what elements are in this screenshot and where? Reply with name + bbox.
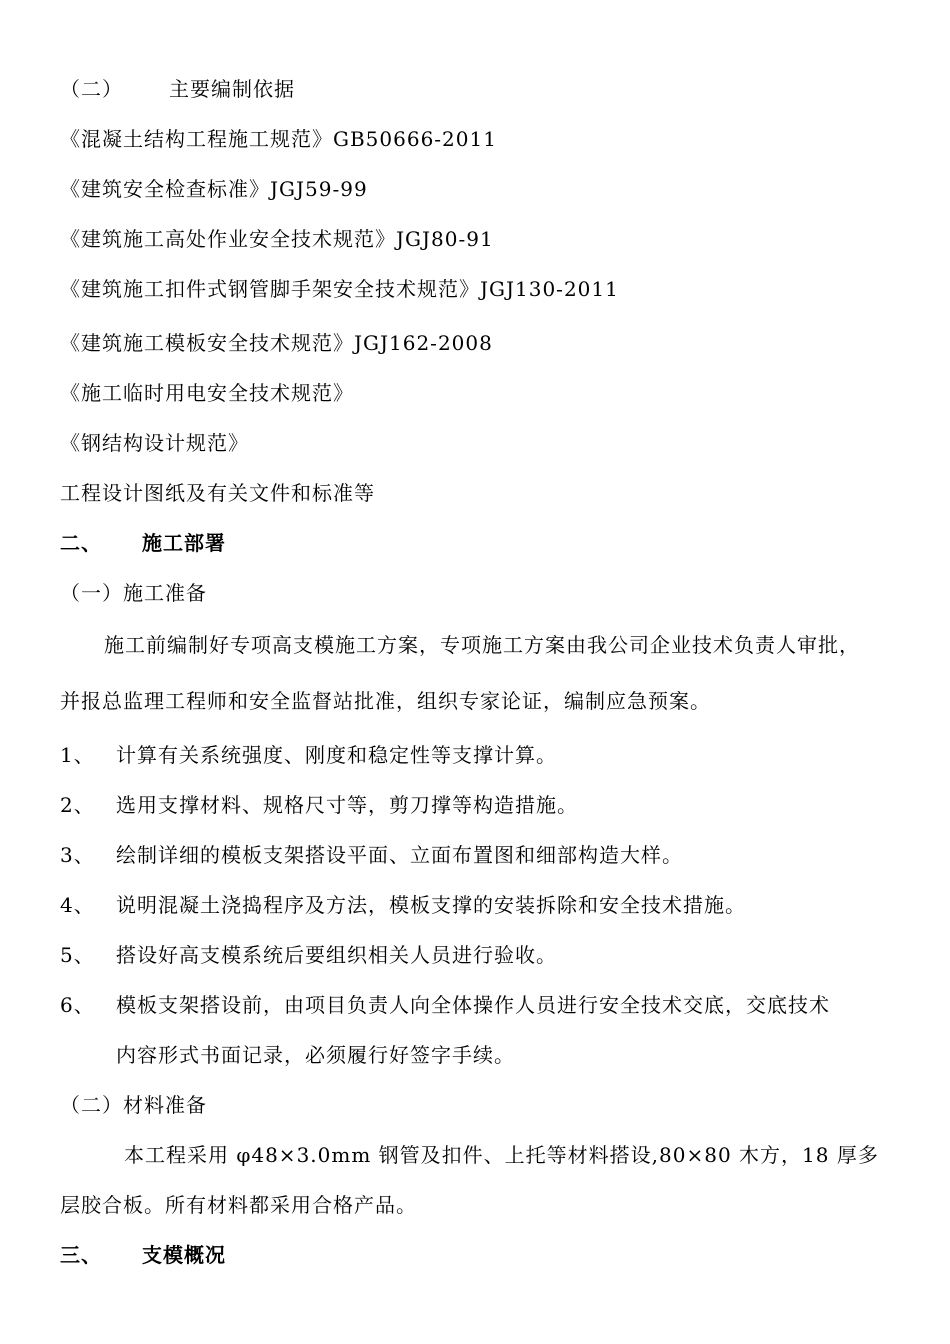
basis-item: 《建筑施工扣件式钢管脚手架安全技术规范》JGJ130-2011 <box>60 277 619 301</box>
list-number: 5、 <box>60 943 95 967</box>
list-number: 1、 <box>60 743 95 767</box>
basis-item: 《混凝土结构工程施工规范》GB50666-2011 <box>60 127 497 151</box>
list-item <box>60 942 557 968</box>
list-text: 搭设好高支模系统后要组织相关人员进行验收。 <box>116 943 557 967</box>
paragraph-line: 层胶合板。所有材料都采用合格产品。 <box>60 1193 417 1217</box>
basis-subheading-number: （二） <box>60 77 123 101</box>
list-number: 3、 <box>60 843 95 867</box>
section-number: 二、 <box>60 531 102 555</box>
list-item <box>60 892 746 918</box>
basis-subheading-title: 主要编制依据 <box>169 77 295 101</box>
list-item-continuation: 内容形式书面记录，必须履行好签字手续。 <box>116 1043 515 1067</box>
list-item <box>60 742 557 768</box>
list-number: 6、 <box>60 993 95 1017</box>
list-number: 2、 <box>60 793 95 817</box>
basis-subheading <box>60 76 295 102</box>
subsection-heading: （二）材料准备 <box>60 1093 207 1117</box>
basis-item: 《建筑施工高处作业安全技术规范》JGJ80-91 <box>60 227 494 251</box>
section-title: 施工部署 <box>142 531 226 555</box>
list-text: 选用支撑材料、规格尺寸等，剪刀撑等构造措施。 <box>116 793 578 817</box>
list-item <box>60 842 683 868</box>
section-number: 三、 <box>60 1243 102 1267</box>
section-heading-3 <box>60 1242 226 1268</box>
list-number: 4、 <box>60 893 95 917</box>
list-item <box>60 792 578 818</box>
section-heading-2 <box>60 530 226 556</box>
list-text: 绘制详细的模板支架搭设平面、立面布置图和细部构造大样。 <box>116 843 683 867</box>
list-item <box>60 992 830 1018</box>
paragraph-line: 施工前编制好专项高支模施工方案，专项施工方案由我公司企业技术负责人审批， <box>104 633 860 657</box>
list-text: 说明混凝土浇捣程序及方法，模板支撑的安装拆除和安全技术措施。 <box>116 893 746 917</box>
paragraph-line: 并报总监理工程师和安全监督站批准，组织专家论证，编制应急预案。 <box>60 689 711 713</box>
list-text: 模板支架搭设前，由项目负责人向全体操作人员进行安全技术交底，交底技术 <box>116 993 830 1017</box>
list-text: 计算有关系统强度、刚度和稳定性等支撑计算。 <box>116 743 557 767</box>
basis-item: 《建筑安全检查标准》JGJ59-99 <box>60 177 368 201</box>
paragraph-line: 本工程采用 φ48×3.0mm 钢管及扣件、上托等材料搭设,80×80 木方，18 厚多 <box>124 1143 879 1167</box>
basis-item: 工程设计图纸及有关文件和标准等 <box>60 481 375 505</box>
basis-item: 《建筑施工模板安全技术规范》JGJ162-2008 <box>60 331 493 355</box>
section-title: 支模概况 <box>142 1243 226 1267</box>
basis-item: 《钢结构设计规范》 <box>60 431 249 455</box>
subsection-heading: （一）施工准备 <box>60 581 207 605</box>
basis-item: 《施工临时用电安全技术规范》 <box>60 381 354 405</box>
